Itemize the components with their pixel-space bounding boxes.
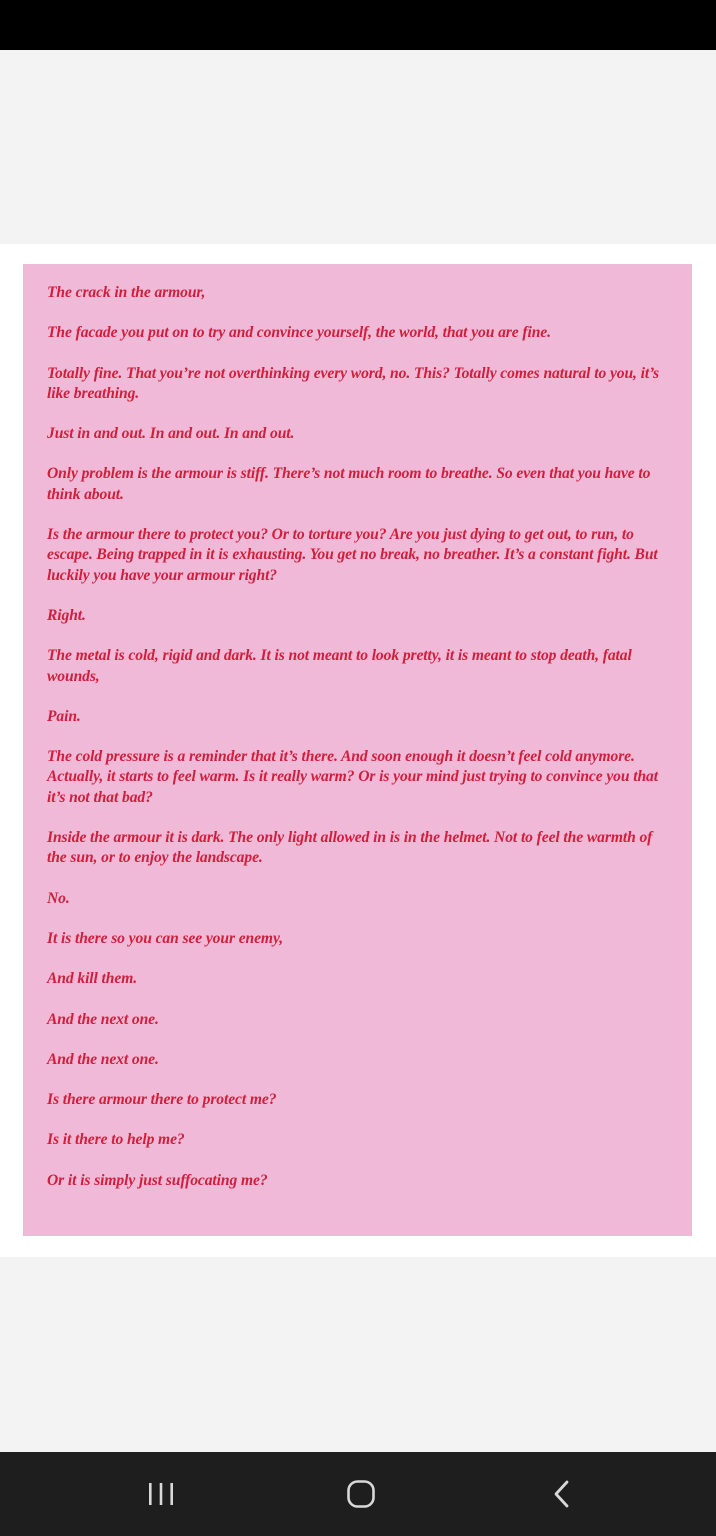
poem-line: The cold pressure is a reminder that it’s there. And soon enough it doesn’t feel cold anymore. Actually, it starts to feel warm. Is it really warm? Or is your mind just trying to convince you that it’s not that bad? [47, 748, 658, 806]
back-icon [552, 1479, 572, 1509]
home-icon [346, 1479, 376, 1509]
poem-line: The crack in the armour, [47, 284, 206, 301]
poem-line: Pain. [47, 707, 81, 725]
poem-line: Right. [47, 606, 86, 624]
poem-line: It is there so you can see your enemy, [47, 929, 284, 947]
poem-line: Is it there to help me? [47, 1131, 185, 1149]
poem-line: Just in and out. In and out. In and out. [47, 425, 295, 443]
poem-line: And the next one. [47, 1050, 159, 1068]
status-bar [0, 0, 716, 50]
recents-icon [146, 1481, 176, 1507]
home-button[interactable] [339, 1472, 383, 1516]
poem-line: The metal is cold, rigid and dark. It is not meant to look pretty, it is meant to stop death, fatal wounds, [47, 647, 632, 685]
navigation-bar [0, 1452, 716, 1536]
viewer-background-top [0, 50, 716, 244]
poem-line: No. [47, 889, 70, 907]
poem-line: The facade you put on to try and convince yourself, the world, that you are fine. [47, 324, 551, 342]
recents-button[interactable] [139, 1472, 183, 1516]
viewer-background-bottom [0, 1257, 716, 1452]
back-button[interactable] [540, 1472, 584, 1516]
poem-line: Only problem is the armour is stiff. There’s not much room to breathe. So even that you have to think about. [47, 465, 651, 503]
poem-card [23, 264, 692, 1236]
poem-line: Is the armour there to protect you? Or to torture you? Are you just dying to get out, to run, to escape. Being trapped in it is exhausting. You get no break, no breather. It’s a constant fight. But luckily you have your armour right? [47, 526, 658, 584]
poem-line: Is there armour there to protect me? [47, 1091, 277, 1109]
poem-line: And kill them. [47, 970, 138, 988]
poem-line: Totally fine. That you’re not overthinking every word, no. This? Totally comes natural to you, it’s like breathing. [47, 364, 659, 402]
poem-line: Or it is simply just suffocating me? [47, 1171, 268, 1189]
poem-line: Inside the armour it is dark. The only light allowed in is in the helmet. Not to feel the warmth of the sun, or to enjoy the landscape. [47, 829, 653, 867]
poem-line: And the next one. [47, 1010, 159, 1028]
